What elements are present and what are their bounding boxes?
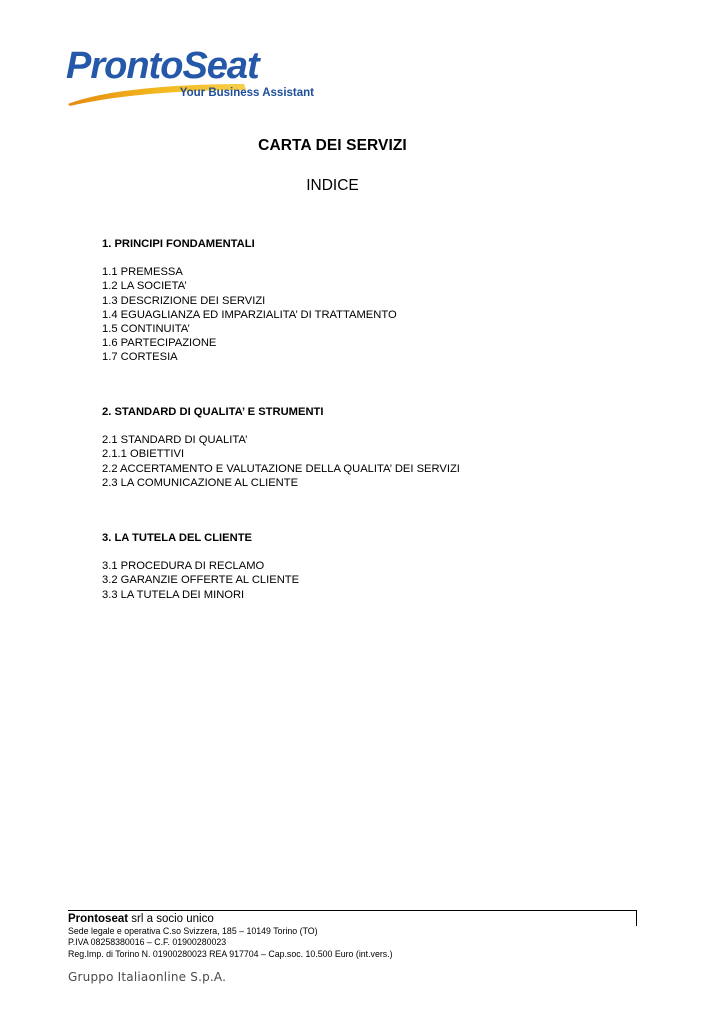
footer-company-suffix: srl a socio unico (128, 913, 214, 925)
toc-item: 1.1 PREMESSA (102, 266, 183, 279)
toc-section-1 (102, 237, 397, 365)
toc-item: 3.1 PROCEDURA DI RECLAMO (102, 560, 265, 573)
section-heading: 2. STANDARD DI QUALITA’ E STRUMENTI (102, 406, 324, 418)
toc-item: 1.2 LA SOCIETA’ (102, 280, 187, 293)
toc-item: 3.3 LA TUTELA DEI MINORI (102, 588, 245, 601)
section-heading: 3. LA TUTELA DEL CLIENTE (102, 532, 252, 544)
section-heading: 1. PRINCIPI FONDAMENTALI (102, 238, 255, 250)
prontoseat-logo (64, 40, 326, 106)
footer-company-name: Prontoseat (68, 913, 129, 925)
toc-item: 1.7 CORTESIA (102, 351, 178, 364)
footer (68, 912, 393, 960)
logo-wordmark: ProntoSeat (66, 45, 259, 87)
toc-section-3 (102, 531, 299, 602)
footer-divider (68, 910, 637, 911)
toc-item: 2.1 STANDARD DI QUALITA’ (102, 434, 248, 447)
index-heading: INDICE (306, 177, 359, 194)
document-title: CARTA DEI SERVIZI (258, 137, 407, 154)
logo-tagline: Your Business Assistant (179, 87, 314, 99)
toc-item: 1.6 PARTECIPAZIONE (102, 337, 217, 350)
footer-group: Gruppo Italiaonline S.p.A. (68, 970, 227, 984)
footer-vat: P.IVA 08258380016 – C.F. 01900280023 (68, 937, 227, 948)
footer-address: Sede legale e operativa C.so Svizzera, 185 – 10149 Torino (TO) (68, 926, 318, 936)
toc-item: 2.3 LA COMUNICAZIONE AL CLIENTE (102, 476, 299, 489)
toc-section-2 (102, 405, 460, 490)
toc-item: 1.4 EGUAGLIANZA ED IMPARZIALITA’ DI TRATTAMENTO (102, 308, 397, 321)
toc-item: 1.3 DESCRIZIONE DEI SERVIZI (102, 294, 266, 307)
toc-item: 1.5 CONTINUITA’ (102, 323, 190, 336)
toc-item: 2.1.1 OBIETTIVI (102, 448, 185, 461)
toc-item: 2.2 ACCERTAMENTO E VALUTAZIONE DELLA QUALITA’ DEI SERVIZI (102, 462, 460, 475)
footer-company (68, 912, 393, 926)
footer-divider-tick (636, 910, 637, 926)
toc-item: 3.2 GARANZIE OFFERTE AL CLIENTE (102, 574, 300, 587)
footer-registry: Reg.Imp. di Torino N. 01900280023 REA 917704 – Cap.soc. 10.500 Euro (int.vers.) (68, 948, 393, 959)
